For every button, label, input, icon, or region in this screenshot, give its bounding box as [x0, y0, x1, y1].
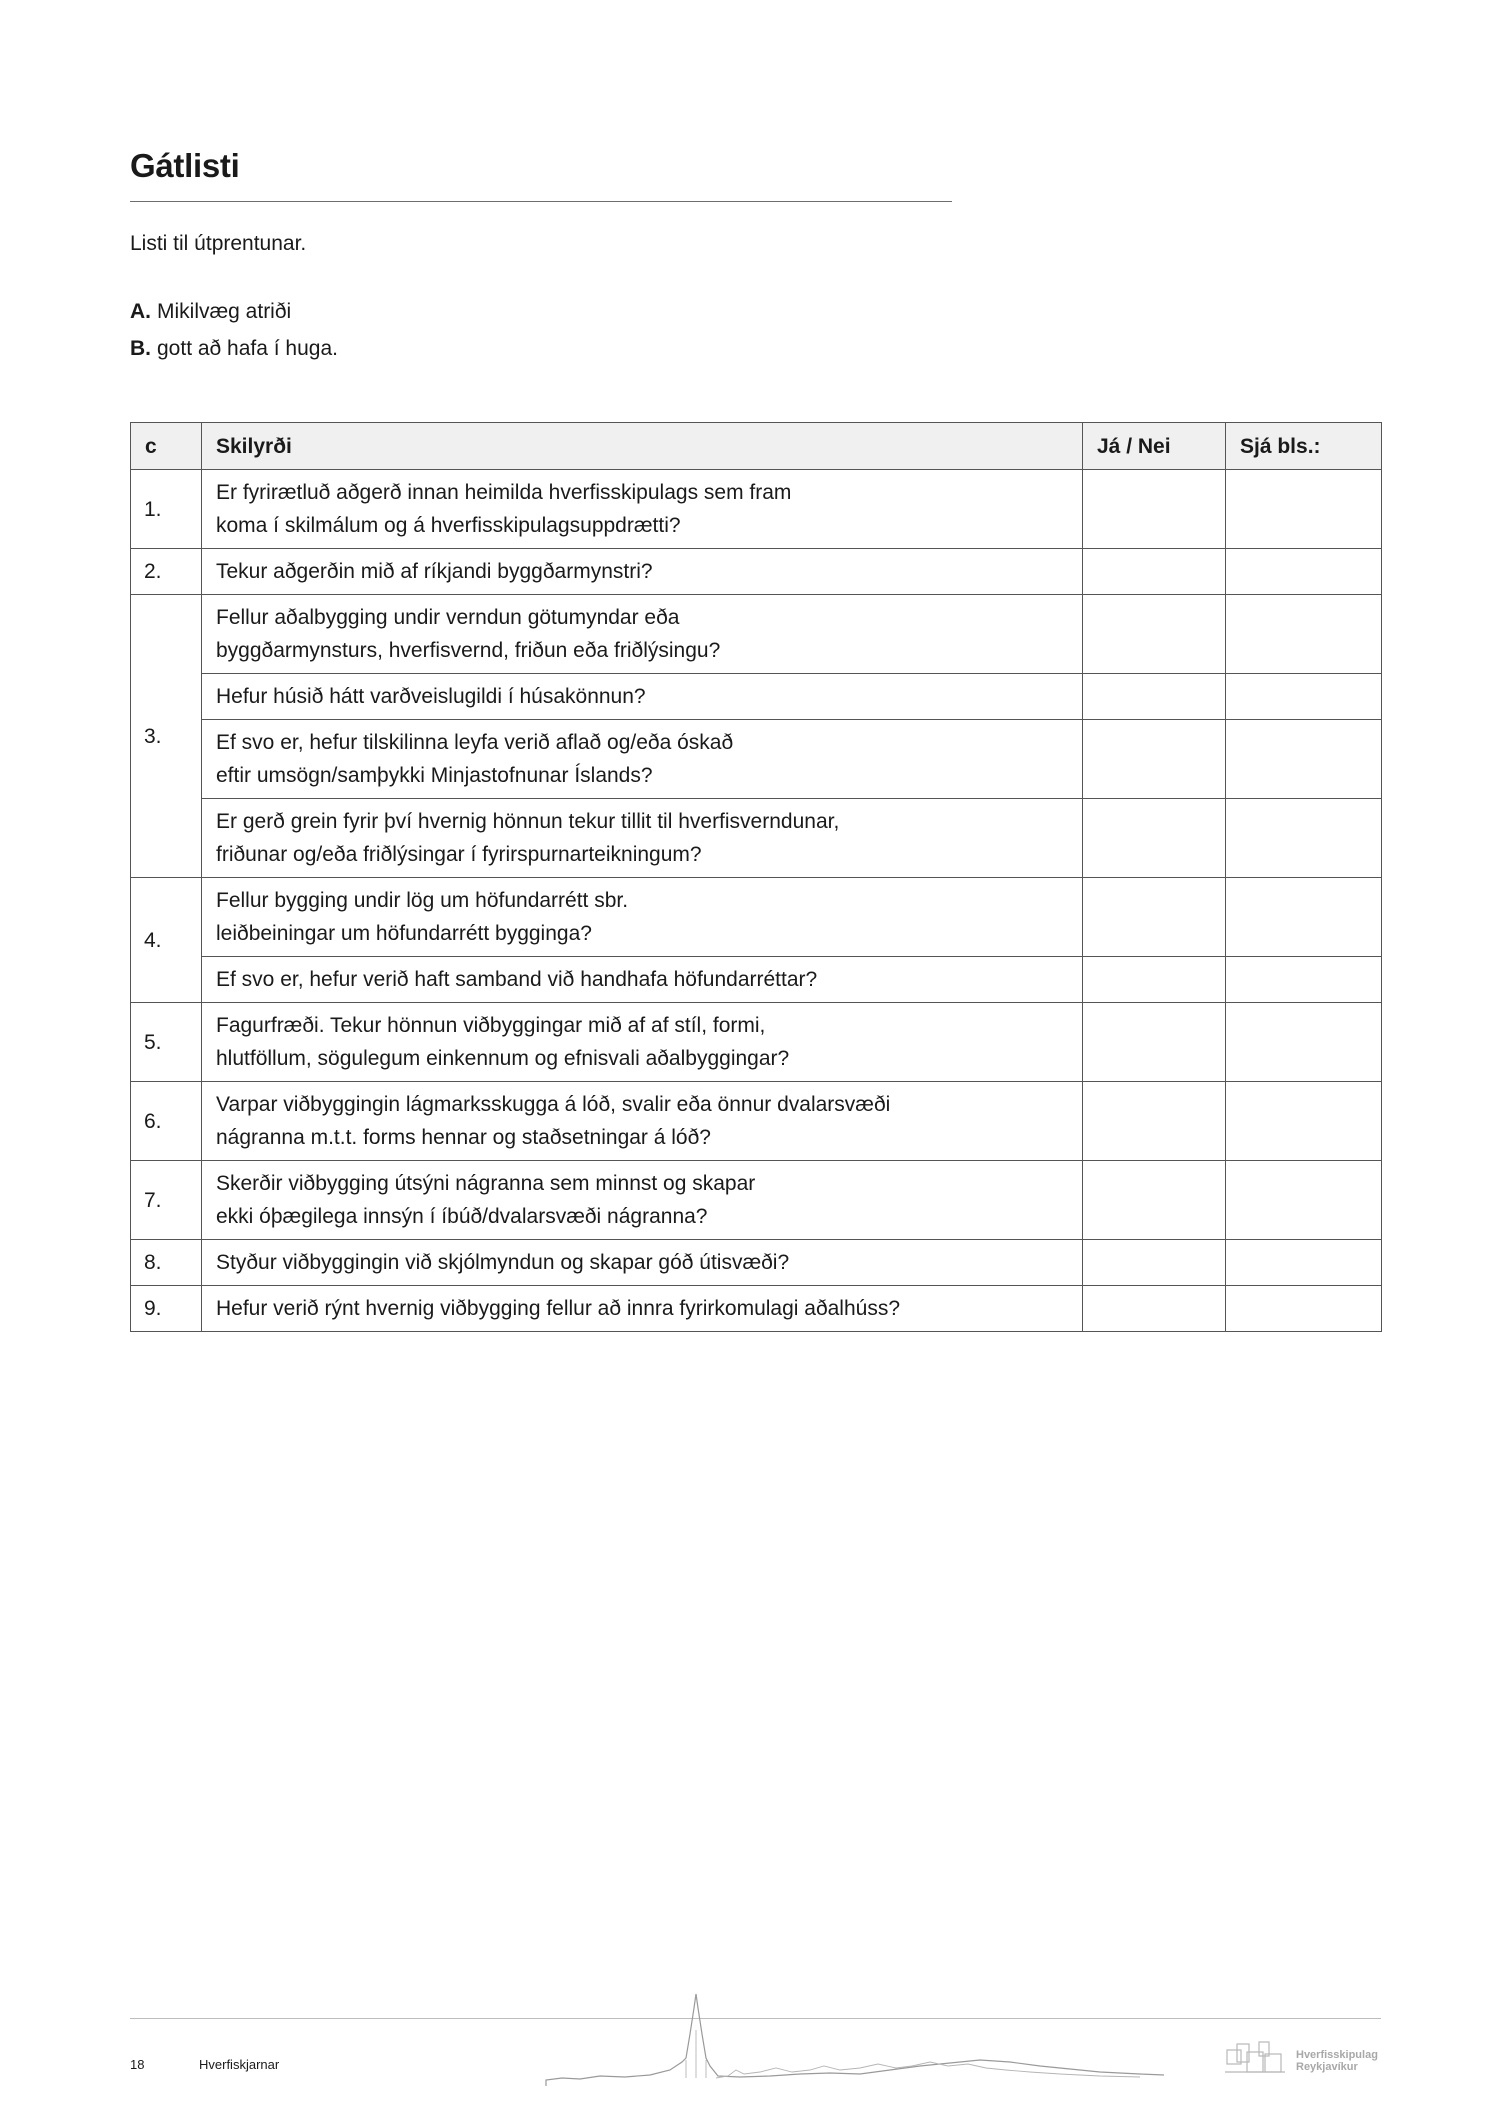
table-row — [131, 1161, 1382, 1240]
row-condition — [202, 799, 1083, 878]
row-condition — [202, 1003, 1083, 1082]
see-page-cell[interactable] — [1226, 674, 1382, 720]
condition-line: nágranna m.t.t. forms hennar og staðsetningar á lóð? — [216, 1126, 711, 1149]
condition-line: friðunar og/eða friðlýsingar í fyrirspurnarteikningum? — [216, 843, 702, 866]
condition-line: Fellur aðalbygging undir verndun götumyndar eða — [216, 606, 680, 629]
condition-line: leiðbeiningar um höfundarrétt bygginga? — [216, 922, 592, 945]
brand-wordmark — [1296, 2049, 1378, 2073]
legend-key: A. — [130, 300, 151, 323]
row-condition — [202, 1240, 1083, 1286]
condition-line: Hefur húsið hátt varðveislugildi í húsakönnun? — [216, 685, 646, 708]
table-row — [131, 549, 1382, 595]
legend-text: gott að hafa í huga. — [157, 337, 338, 360]
table-header-row — [131, 423, 1382, 470]
row-number: 4. — [131, 878, 202, 1003]
condition-line: Skerðir viðbygging útsýni nágranna sem minnst og skapar — [216, 1172, 756, 1195]
yes-no-cell[interactable] — [1083, 1003, 1226, 1082]
row-condition — [202, 470, 1083, 549]
row-number: 5. — [131, 1003, 202, 1082]
table-row — [131, 878, 1382, 957]
row-number: 8. — [131, 1240, 202, 1286]
skyline-detail — [686, 2030, 1140, 2078]
condition-line: ekki óþægilega innsýn í íbúð/dvalarsvæði nágranna? — [216, 1205, 708, 1228]
row-condition — [202, 674, 1083, 720]
condition-line: Er fyrirætluð aðgerð innan heimilda hverfisskipulags sem fram — [216, 481, 792, 504]
row-number: 6. — [131, 1082, 202, 1161]
see-page-cell[interactable] — [1226, 1003, 1382, 1082]
condition-line: Tekur aðgerðin mið af ríkjandi byggðarmynstri? — [216, 560, 653, 583]
see-page-cell[interactable] — [1226, 957, 1382, 1003]
row-condition — [202, 878, 1083, 957]
hverfisskipulag-logo-icon — [1225, 2040, 1285, 2076]
city-skyline-illustration — [540, 1990, 1170, 2090]
footer-section-title: Hverfiskjarnar — [199, 2057, 280, 2072]
condition-line: eftir umsögn/samþykki Minjastofnunar Íslands? — [216, 764, 653, 787]
row-number: 7. — [131, 1161, 202, 1240]
brand-line-2: Reykjavíkur — [1296, 2061, 1358, 2073]
table-row — [131, 1003, 1382, 1082]
yes-no-cell[interactable] — [1083, 674, 1226, 720]
yes-no-cell[interactable] — [1083, 1161, 1226, 1240]
table-row — [131, 1240, 1382, 1286]
condition-line: byggðarmynsturs, hverfisvernd, friðun eða friðlýsingu? — [216, 639, 721, 662]
row-number: 3. — [131, 595, 202, 878]
condition-line: Hefur verið rýnt hvernig viðbygging fellur að innra fyrirkomulagi aðalhúss? — [216, 1297, 901, 1320]
legend-key: B. — [130, 337, 151, 360]
page-title: Gátlisti — [130, 147, 240, 184]
table-row — [131, 1082, 1382, 1161]
row-number: 9. — [131, 1286, 202, 1332]
table-row — [131, 470, 1382, 549]
yes-no-cell[interactable] — [1083, 1240, 1226, 1286]
table-row — [131, 799, 1382, 878]
condition-line: Styður viðbyggingin við skjólmyndun og skapar góð útisvæði? — [216, 1251, 790, 1274]
yes-no-cell[interactable] — [1083, 470, 1226, 549]
title-divider — [130, 201, 952, 202]
checklist-table — [130, 422, 1382, 1332]
row-condition — [202, 957, 1083, 1003]
skyline-outline — [546, 1994, 1164, 2086]
table-row — [131, 957, 1382, 1003]
condition-line: hlutföllum, sögulegum einkennum og efnisvali aðalbyggingar? — [216, 1047, 790, 1070]
condition-line: Ef svo er, hefur verið haft samband við handhafa höfundarréttar? — [216, 968, 818, 991]
yes-no-cell[interactable] — [1083, 1082, 1226, 1161]
yes-no-cell[interactable] — [1083, 799, 1226, 878]
condition-line: Varpar viðbyggingin lágmarksskugga á lóð, svalir eða önnur dvalarsvæði — [216, 1093, 891, 1116]
see-page-cell[interactable] — [1226, 799, 1382, 878]
see-page-cell[interactable] — [1226, 1286, 1382, 1332]
intro-text: Listi til útprentunar. — [130, 232, 307, 255]
header-see-page: Sjá bls.: — [1226, 423, 1382, 470]
legend-item-a — [130, 300, 291, 324]
yes-no-cell[interactable] — [1083, 957, 1226, 1003]
row-number: 2. — [131, 549, 202, 595]
see-page-cell[interactable] — [1226, 1082, 1382, 1161]
page-number: 18 — [130, 2057, 145, 2072]
legend-text: Mikilvæg atriði — [157, 300, 292, 323]
see-page-cell[interactable] — [1226, 549, 1382, 595]
condition-line: Fagurfræði. Tekur hönnun viðbyggingar mið af af stíl, formi, — [216, 1014, 766, 1037]
table-row — [131, 595, 1382, 674]
header-yes-no: Já / Nei — [1083, 423, 1226, 470]
see-page-cell[interactable] — [1226, 1240, 1382, 1286]
yes-no-cell[interactable] — [1083, 720, 1226, 799]
brand-line-1: Hverfisskipulag — [1296, 2049, 1378, 2061]
see-page-cell[interactable] — [1226, 720, 1382, 799]
see-page-cell[interactable] — [1226, 878, 1382, 957]
row-condition — [202, 1161, 1083, 1240]
yes-no-cell[interactable] — [1083, 549, 1226, 595]
yes-no-cell[interactable] — [1083, 878, 1226, 957]
yes-no-cell[interactable] — [1083, 595, 1226, 674]
row-condition — [202, 1082, 1083, 1161]
table-row — [131, 720, 1382, 799]
condition-line: Er gerð grein fyrir því hvernig hönnun tekur tillit til hverfisverndunar, — [216, 810, 840, 833]
see-page-cell[interactable] — [1226, 470, 1382, 549]
see-page-cell[interactable] — [1226, 1161, 1382, 1240]
row-number: 1. — [131, 470, 202, 549]
header-num: c — [131, 423, 202, 470]
header-condition: Skilyrði — [202, 423, 1083, 470]
row-condition — [202, 595, 1083, 674]
row-condition — [202, 549, 1083, 595]
condition-line: koma í skilmálum og á hverfisskipulagsuppdrætti? — [216, 514, 681, 537]
row-condition — [202, 720, 1083, 799]
table-row — [131, 1286, 1382, 1332]
condition-line: Fellur bygging undir lög um höfundarrétt sbr. — [216, 889, 629, 912]
see-page-cell[interactable] — [1226, 595, 1382, 674]
legend-item-b — [130, 337, 338, 361]
row-condition — [202, 1286, 1083, 1332]
condition-line: Ef svo er, hefur tilskilinna leyfa verið aflað og/eða óskað — [216, 731, 734, 754]
yes-no-cell[interactable] — [1083, 1286, 1226, 1332]
table-row — [131, 674, 1382, 720]
